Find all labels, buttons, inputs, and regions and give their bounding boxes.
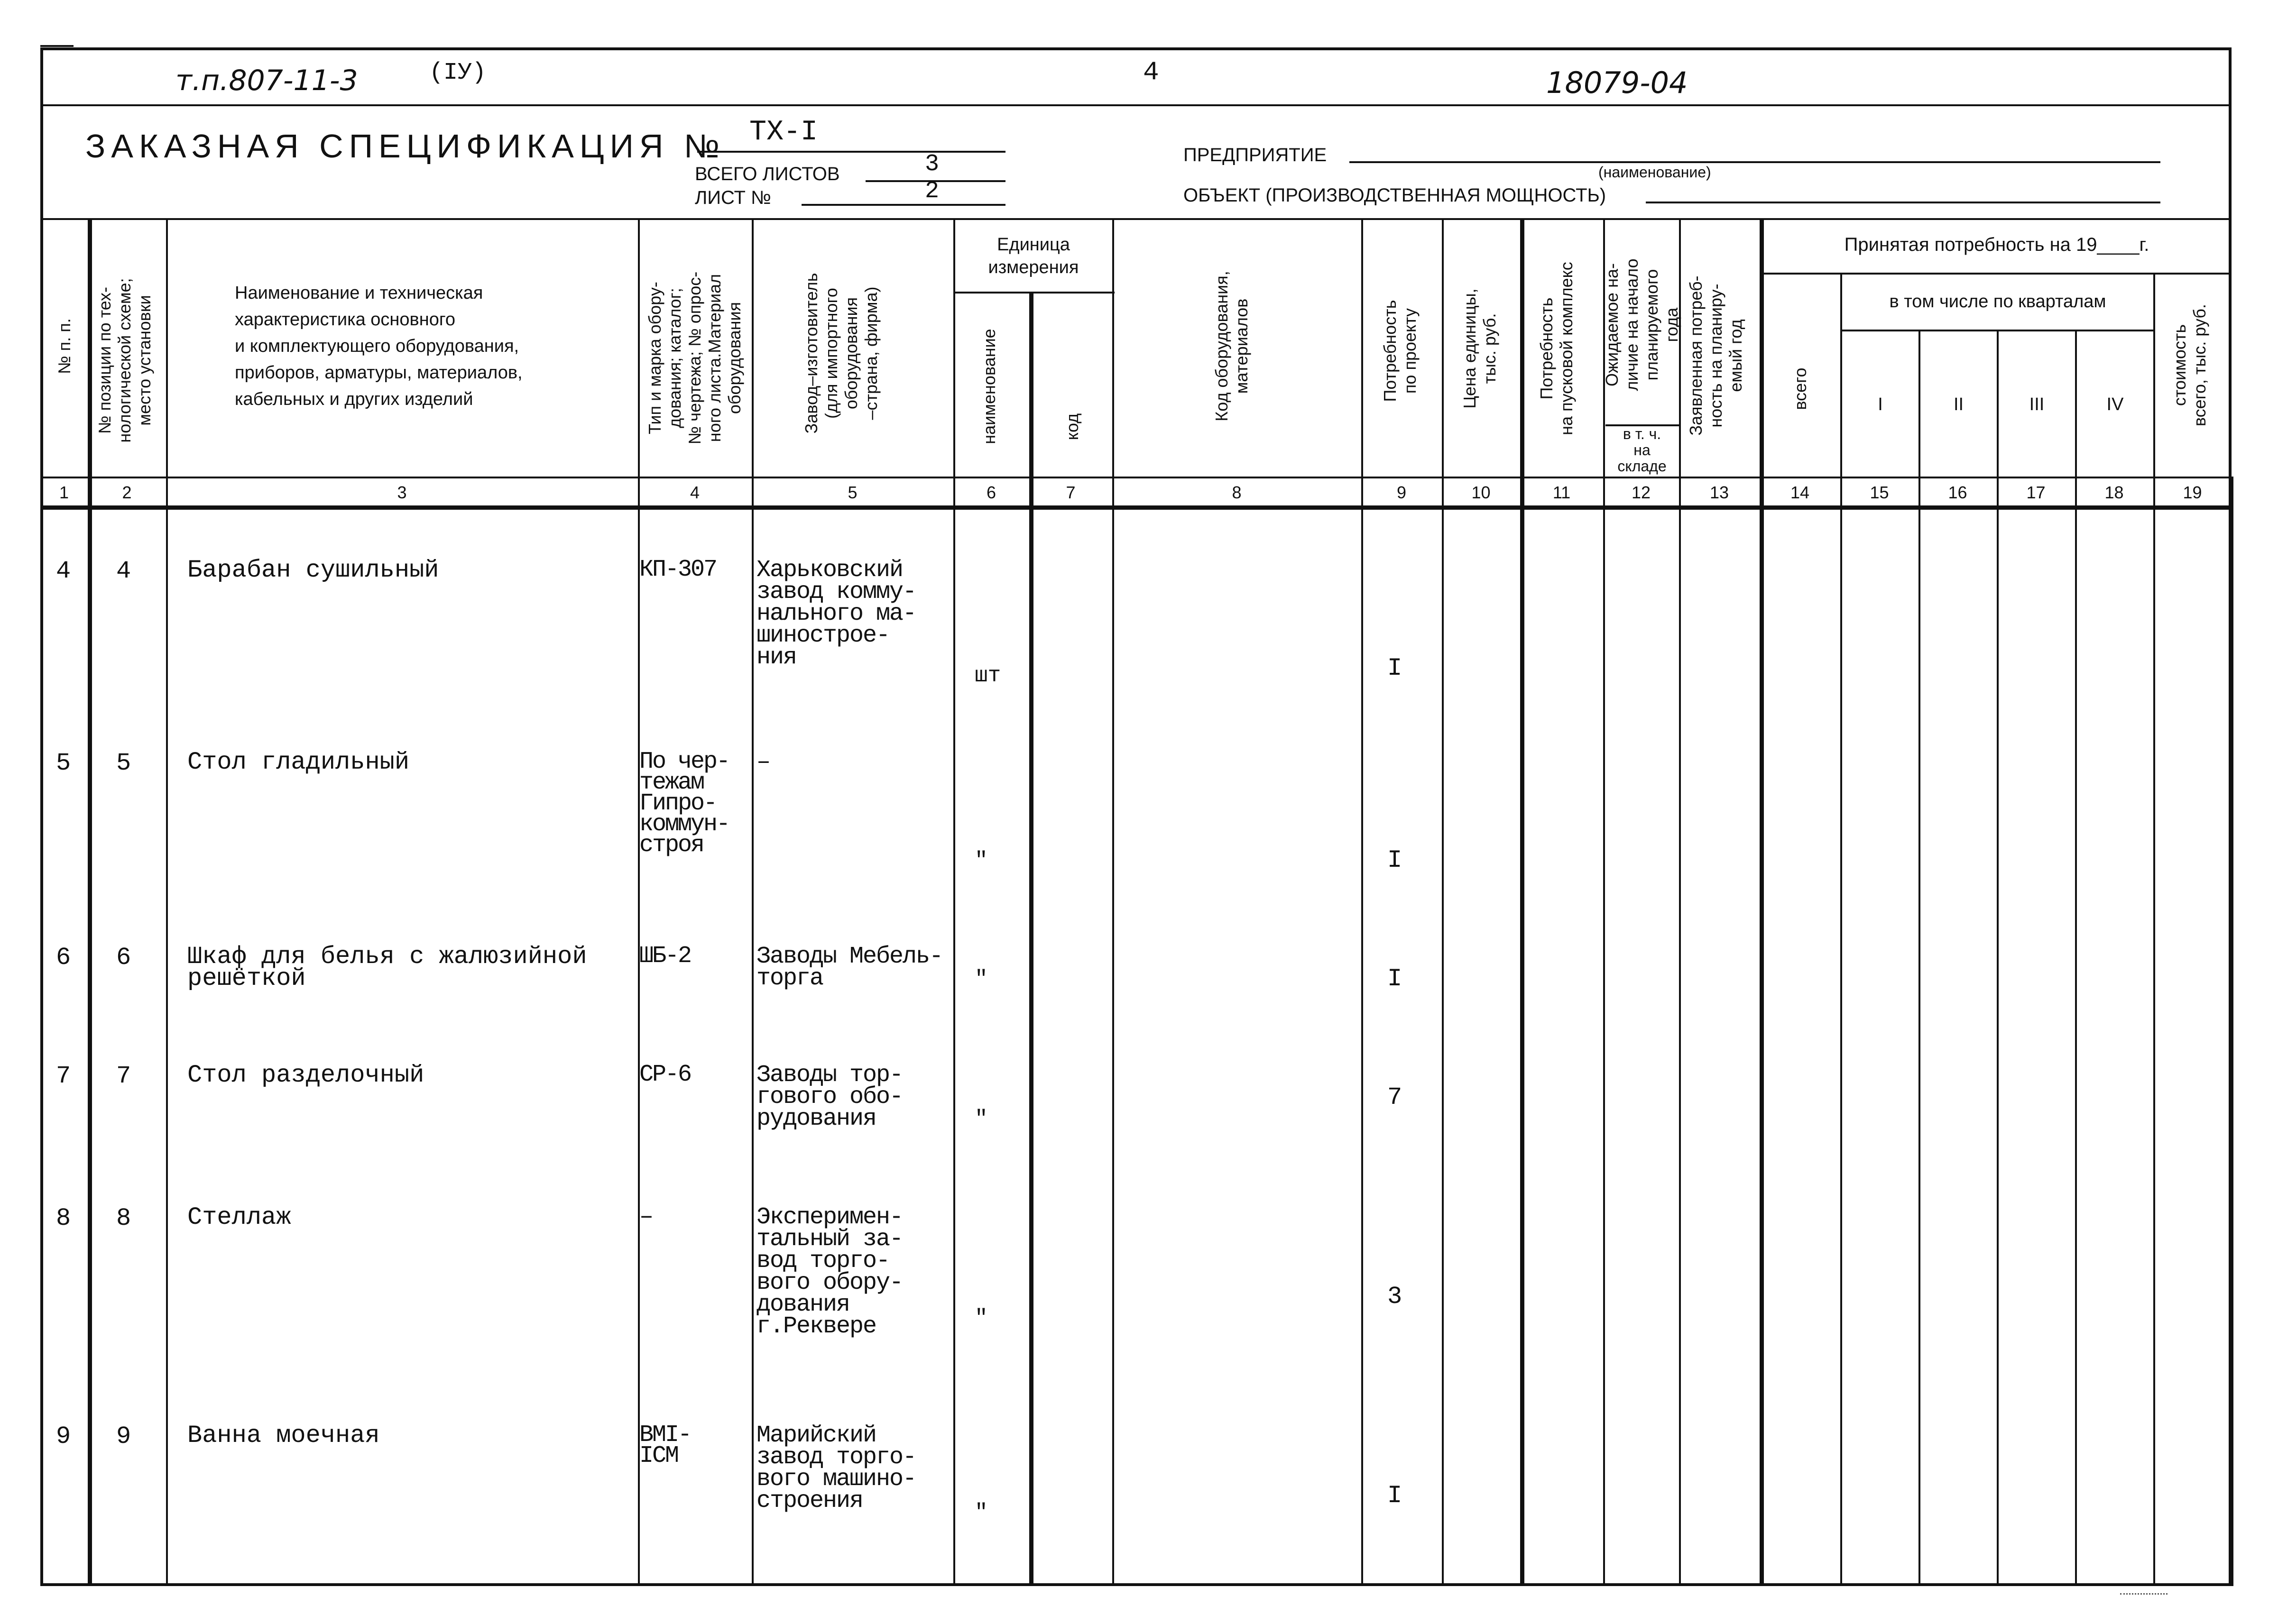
- column-number: 16: [1948, 483, 1967, 502]
- accepted-group-line: [1762, 273, 2232, 275]
- col-header-q4: IV: [2106, 395, 2124, 414]
- row-unit: ": [975, 1306, 988, 1330]
- inventory-number: 18079-04: [1546, 65, 1688, 100]
- row-type: КП-307: [639, 556, 717, 583]
- col-header-name: Наименование и техническая характеристика основного и комплектующего оборудования, приборов, арматуры, материалов, кабельных и других изделий: [235, 283, 523, 409]
- col-header-unit-name: наименование: [979, 329, 999, 444]
- column-number: 5: [848, 483, 858, 502]
- row-type: ШБ-2: [639, 943, 691, 970]
- row-manufacturer: Заводы Мебель- торга: [756, 943, 943, 992]
- row-unit: ": [975, 1107, 988, 1131]
- col-header-type: Тип и марка обору- дования; каталог; № чертежа; № опрос- ного листа.Материал оборудования: [645, 271, 744, 445]
- title-divider: [40, 218, 2232, 220]
- volume-label: (IУ): [429, 59, 487, 86]
- row-type: СР-6: [639, 1061, 691, 1088]
- column-number: 11: [1552, 483, 1571, 502]
- header-bottom-line: [40, 477, 2232, 478]
- row-type: ВМI- ICM: [639, 1422, 691, 1469]
- row-quantity: I: [1387, 846, 1402, 874]
- column-number: 3: [397, 483, 407, 502]
- col-line-5: [953, 218, 955, 1586]
- page-number: 4: [1143, 57, 1159, 87]
- table-frame: [40, 47, 2232, 1586]
- col-line-12: [1679, 218, 1681, 1586]
- row-item-name: Стеллаж: [187, 1203, 291, 1231]
- col-line-2: [166, 218, 168, 1586]
- row-type: –: [639, 1203, 653, 1230]
- row-item-name: Стол разделочный: [187, 1061, 424, 1089]
- col-line-16: [1997, 330, 1999, 1586]
- row-unit: ": [975, 967, 988, 991]
- column-number: 9: [1396, 483, 1407, 502]
- col-line-15: [1919, 330, 1920, 1586]
- col-line-13: [1760, 218, 1764, 1586]
- row-manufacturer: Эксперимен- тальный за- вод торго- вого обору- дования г.Реквере: [756, 1204, 903, 1340]
- total-sheets-label: ВСЕГО ЛИСТОВ: [695, 164, 840, 184]
- row-position: 9: [116, 1422, 131, 1450]
- row-item-name: Шкаф для белья с жалюзийной решёткой: [187, 943, 587, 992]
- row-unit: ": [975, 848, 988, 873]
- sheet-value: 2: [925, 178, 940, 205]
- row-position: 6: [116, 944, 131, 972]
- col-header-manufacturer: Завод–изготовитель (для импортного оборудования –страна, фирма): [802, 273, 881, 434]
- column-number: 4: [690, 483, 700, 502]
- col-line-14: [1840, 273, 1842, 1586]
- right-thick-line: [2229, 477, 2233, 1586]
- row-item-name: Стол гладильный: [187, 748, 410, 776]
- enterprise-label: ПРЕДПРИЯТИЕ: [1183, 145, 1327, 165]
- col-header-row-number: № п. п.: [55, 318, 74, 374]
- row-quantity: 7: [1387, 1083, 1402, 1111]
- col-header-unit-group: Единица измерения: [988, 235, 1079, 277]
- enterprise-line: [1349, 161, 2160, 163]
- row-manufacturer: Харьковский завод комму- нального ма- шинострое- ния: [756, 557, 916, 671]
- enterprise-hint: (наименование): [1598, 164, 1711, 181]
- column-number: 13: [1709, 483, 1729, 502]
- column-number: 19: [2183, 483, 2202, 502]
- col-line-4: [752, 218, 754, 1586]
- row-number: 6: [56, 944, 71, 972]
- column-number: 1: [59, 483, 69, 502]
- col-line-8: [1361, 218, 1363, 1586]
- column-number: 18: [2104, 483, 2124, 502]
- row-quantity: 3: [1387, 1283, 1402, 1311]
- col-line-9: [1442, 218, 1444, 1586]
- column-number: 17: [2026, 483, 2046, 502]
- row-manufacturer: Марийский завод торго- вого машино- строения: [756, 1422, 916, 1514]
- object-label: ОБЪЕКТ (ПРОИЗВОДСТВЕННАЯ МОЩНОСТЬ): [1183, 185, 1606, 206]
- sheet-label: ЛИСТ №: [695, 187, 772, 208]
- row-type: По чер- тежам Гипро- коммун- строя: [639, 748, 729, 859]
- row-manufacturer: –: [756, 749, 770, 776]
- row-item-name: Барабан сушильный: [187, 556, 439, 584]
- column-number: 14: [1790, 483, 1810, 502]
- spec-title: ЗАКАЗНАЯ СПЕЦИФИКАЦИЯ №: [85, 128, 726, 165]
- col-line-17: [2075, 330, 2077, 1586]
- row-position: 4: [116, 557, 131, 585]
- col-line-3: [638, 218, 640, 1586]
- bottom-stub: [2120, 1593, 2168, 1595]
- col-header-quarters-group: в том числе по кварталам: [1889, 292, 2106, 312]
- sheet-line: [802, 204, 1005, 206]
- col-line-18: [2153, 273, 2155, 1586]
- spec-number: ТХ-I: [749, 116, 818, 148]
- column-number-line: [40, 505, 2232, 510]
- col-header-position: № позиции по тех- нологической схеме; место установки: [95, 278, 154, 443]
- row-quantity: I: [1387, 1482, 1402, 1510]
- col-header-unit-price: Цена единицы, тыс. руб.: [1460, 288, 1499, 409]
- column-number: 6: [986, 483, 996, 502]
- col-header-project-need: Потребность по проекту: [1380, 300, 1420, 402]
- col-header-declared-need: Заявленная потреб- ность на планиру- емый год: [1686, 275, 1745, 436]
- row-quantity: I: [1387, 654, 1402, 682]
- col-header-accepted-group: Принятая потребность на 19____г.: [1844, 234, 2149, 255]
- project-code: т.п.807-11-3: [175, 64, 358, 97]
- row-number: 8: [56, 1204, 71, 1232]
- column-number: 8: [1232, 483, 1242, 502]
- column-number: 15: [1870, 483, 1889, 502]
- col-header-unit-code: код: [1062, 413, 1082, 440]
- col-header-in-warehouse: в т. ч. на складе: [1617, 425, 1667, 475]
- row-number: 5: [56, 749, 71, 777]
- top-stub-line: [40, 45, 74, 47]
- column-number: 10: [1471, 483, 1491, 502]
- col-line-1: [88, 218, 92, 1586]
- col-header-startup-need: Потребность на пусковой комплекс: [1537, 262, 1576, 435]
- row-item-name: Ванна моечная: [187, 1422, 380, 1450]
- total-sheets-value: 3: [925, 151, 940, 178]
- col-header-cost-total: стоимость всего, тыс. руб.: [2170, 303, 2209, 427]
- col-header-equipment-code: Код оборудования, материалов: [1212, 271, 1251, 422]
- row-unit: шт: [975, 663, 1001, 688]
- row-number: 7: [56, 1062, 71, 1090]
- col-header-q3: III: [2029, 395, 2045, 414]
- col-header-q1: I: [1878, 395, 1883, 414]
- col-header-expected-stock: Ожидаемое на- личие на начало планируемого года: [1602, 258, 1681, 391]
- unit-group-line: [953, 292, 1115, 294]
- row-unit: ": [975, 1500, 988, 1525]
- row-manufacturer: Заводы тор- гового обо- рудования: [756, 1062, 903, 1132]
- header-divider: [40, 104, 2232, 106]
- column-number: 7: [1066, 483, 1076, 502]
- col-line-7: [1112, 218, 1114, 1586]
- column-number: 12: [1631, 483, 1651, 502]
- row-quantity: I: [1387, 965, 1402, 993]
- col-header-total: всего: [1790, 367, 1810, 410]
- col-line-10: [1520, 218, 1524, 1586]
- row-position: 8: [116, 1204, 131, 1232]
- col-header-q2: II: [1953, 395, 1964, 414]
- row-position: 5: [116, 749, 131, 777]
- row-position: 7: [116, 1062, 131, 1090]
- spec-number-line: [697, 151, 1005, 153]
- col-line-11: [1603, 218, 1605, 1586]
- row-number: 9: [56, 1422, 71, 1450]
- object-line: [1646, 202, 2160, 203]
- column-number: 2: [122, 483, 132, 502]
- row-number: 4: [56, 557, 71, 585]
